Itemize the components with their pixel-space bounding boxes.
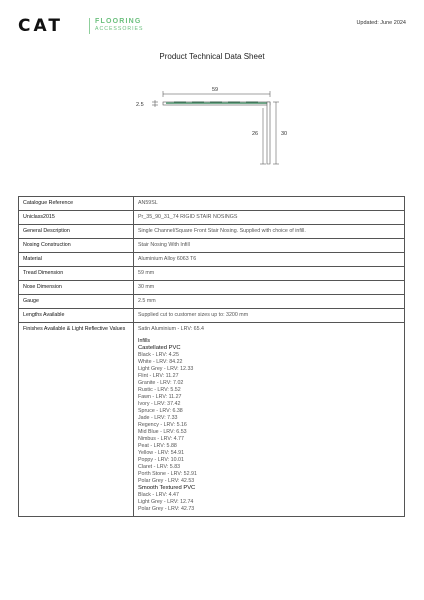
finish-item: Polar Grey - LRV: 42.73 — [138, 506, 195, 512]
spec-table-body — [19, 197, 405, 517]
tread-dimension-label: 59 — [212, 87, 219, 93]
spec-value: AN59SL — [134, 197, 405, 211]
finish-item: Jade - LRV: 7.33 — [138, 415, 178, 421]
finish-item: Mid Blue - LRV: 6.53 — [138, 429, 187, 435]
spec-row — [19, 253, 405, 267]
gauge-dimension-label: 2.5 — [136, 102, 144, 108]
spec-row — [19, 225, 405, 239]
spec-label: Material — [19, 253, 134, 267]
spec-label: Lengths Available — [19, 309, 134, 323]
spec-value: Stair Nosing With Infill — [134, 239, 405, 253]
spec-label: Tread Dimension — [19, 267, 134, 281]
infills-heading: Infills — [138, 338, 151, 344]
brand-logo: CAT — [18, 16, 63, 36]
spec-value: 30 mm — [134, 281, 405, 295]
finish-item: Light Grey - LRV: 12.33 — [138, 366, 194, 372]
spec-label: Gauge — [19, 295, 134, 309]
castellated-list — [138, 352, 400, 485]
spec-row — [19, 295, 405, 309]
nose-leg-outline — [267, 102, 270, 164]
spec-row — [19, 211, 405, 225]
page-header — [18, 14, 406, 36]
spec-row — [19, 267, 405, 281]
infill-rib — [246, 102, 258, 103]
finish-item: Peat - LRV: 5.88 — [138, 443, 177, 449]
finish-item: Black - LRV: 4.47 — [138, 492, 179, 498]
finish-item: Nimbus - LRV: 4.77 — [138, 436, 184, 442]
finish-item: Ivory - LRV: 37.42 — [138, 401, 181, 407]
spec-row — [19, 239, 405, 253]
logo-subtitle-flooring: FLOORING — [95, 18, 142, 25]
finish-item: Rustic - LRV: 5.52 — [138, 387, 181, 393]
smooth-list — [138, 492, 400, 513]
spec-value: Pr_35_90_31_74 RIGID STAIR NOSINGS — [134, 211, 405, 225]
spec-value: Supplied cut to customer sizes up to: 3200 mm — [134, 309, 405, 323]
satin-finish: Satin Aluminium - LRV: 65.4 — [138, 326, 204, 332]
spec-row — [19, 281, 405, 295]
finish-item: Spruce - LRV: 6.38 — [138, 408, 183, 414]
spec-table — [18, 196, 405, 517]
finishes-cell — [134, 323, 405, 517]
finish-item: Claret - LRV: 5.83 — [138, 464, 181, 470]
finish-item: Granite - LRV: 7.02 — [138, 380, 184, 386]
outer-dimension-label: 30 — [281, 131, 288, 137]
finish-item: Polar Grey - LRV: 42.53 — [138, 478, 195, 484]
profile-drawing — [130, 82, 300, 172]
page-title: Product Technical Data Sheet — [159, 52, 265, 61]
infill-rib — [192, 102, 204, 103]
finish-item: Regency - LRV: 5.16 — [138, 422, 187, 428]
finish-item: Black - LRV: 4.25 — [138, 352, 179, 358]
spec-label: General Description — [19, 225, 134, 239]
finish-item: Fawn - LRV: 11.27 — [138, 394, 182, 400]
spec-label: Catalogue Reference — [19, 197, 134, 211]
logo-divider — [89, 18, 90, 34]
castellated-heading: Castellated PVC — [138, 345, 181, 351]
infill-rib — [174, 102, 186, 103]
finish-item: Poppy - LRV: 10.01 — [138, 457, 184, 463]
finish-item: Porth Stone - LRV: 52.91 — [138, 471, 197, 477]
spec-label: Uniclass2015 — [19, 211, 134, 225]
smooth-heading: Smooth Textured PVC — [138, 485, 196, 491]
inner-dimension-label: 26 — [252, 131, 259, 137]
updated-date: Updated: June 2024 — [356, 20, 406, 26]
spec-label: Nose Dimension — [19, 281, 134, 295]
finishes-row — [19, 323, 405, 517]
spec-row — [19, 197, 405, 211]
spec-label: Finishes Available & Light Reflective Values — [19, 323, 134, 517]
spec-label: Nosing Construction — [19, 239, 134, 253]
finish-item: Flint - LRV: 11.27 — [138, 373, 179, 379]
spec-value: Single Channel/Square Front Stair Nosing. Supplied with choice of infill. — [134, 225, 405, 239]
spec-row — [19, 309, 405, 323]
spec-value: 59 mm — [134, 267, 405, 281]
spec-value: 2.5 mm — [134, 295, 405, 309]
logo-subtitle-accessories: ACCESSORIES — [95, 26, 144, 32]
finish-item: White - LRV: 84.22 — [138, 359, 183, 365]
infill-rib — [210, 102, 222, 103]
finish-item: Yellow - LRV: 54.91 — [138, 450, 185, 456]
infill-rib — [228, 102, 240, 103]
finish-item: Light Grey - LRV: 12.74 — [138, 499, 194, 505]
spec-value: Aluminium Alloy 6063 T6 — [134, 253, 405, 267]
